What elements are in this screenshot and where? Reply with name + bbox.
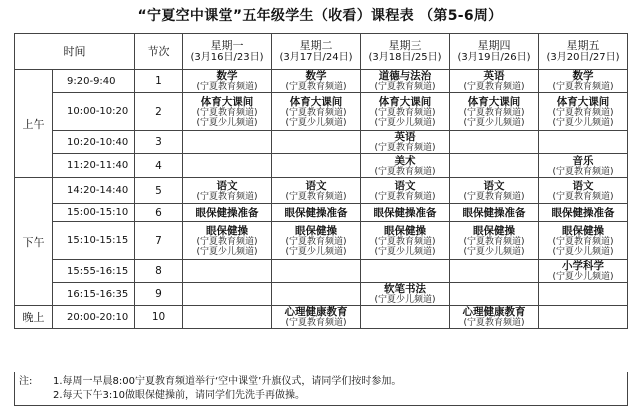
- course-cell: [272, 306, 361, 329]
- schedule-body: [15, 70, 628, 329]
- course-channel: (宁夏少儿频道): [552, 246, 614, 257]
- course-subject: 眼保健操: [295, 224, 337, 237]
- course-channel: (宁夏教育频道): [196, 191, 258, 202]
- course-cell: [539, 178, 628, 204]
- course-subject: 语文: [394, 179, 416, 192]
- course-channel: (宁夏教育频道): [463, 236, 525, 247]
- course-channel: (宁夏教育频道): [285, 318, 347, 328]
- course-cell: [272, 131, 361, 154]
- header-day: [539, 34, 628, 70]
- course-subject: 数学: [572, 70, 594, 82]
- day-dates: (3月17日/24日): [279, 52, 353, 63]
- course-cell: [450, 222, 539, 260]
- course-subject: 眼保健操: [473, 224, 515, 237]
- course-subject: 语文: [216, 179, 238, 192]
- course-subject: 心理健康教育: [462, 306, 526, 318]
- lesson-number: 5: [135, 178, 183, 204]
- time-cell: 15:55-16:15: [53, 260, 135, 283]
- course-channel: (宁夏教育频道): [552, 166, 614, 177]
- header-day: [183, 34, 272, 70]
- course-cell: [272, 222, 361, 260]
- day-name: 星期三: [388, 39, 422, 52]
- table-row: [15, 222, 628, 260]
- table-row: [15, 178, 628, 204]
- page-title: “宁夏空中课堂”五年级学生（收看）课程表 （第5-6周）: [137, 8, 503, 24]
- course-channel: (宁夏教育频道): [374, 143, 436, 153]
- course-subject: 体育大课间: [467, 95, 521, 108]
- lesson-number: 10: [135, 306, 183, 329]
- course-subject: 小学科学: [562, 260, 604, 272]
- day-name: 星期五: [566, 39, 600, 52]
- table-row: [15, 70, 628, 93]
- course-channel: (宁夏教育频道): [374, 107, 436, 118]
- time-cell: 10:20-10:40: [53, 131, 135, 154]
- period-label: 下午: [15, 178, 53, 306]
- course-channel: (宁夏少儿频道): [374, 295, 436, 305]
- course-cell: [183, 260, 272, 283]
- course-cell: [272, 283, 361, 306]
- course-channel: (宁夏教育频道): [552, 82, 614, 92]
- course-channel: (宁夏教育频道): [552, 191, 614, 202]
- header-day: [450, 34, 539, 70]
- course-cell: [183, 222, 272, 260]
- course-cell: [361, 178, 450, 204]
- course-cell: [183, 178, 272, 204]
- course-channel: (宁夏教育频道): [463, 191, 525, 202]
- table-row: [15, 283, 628, 306]
- course-cell: [450, 178, 539, 204]
- course-subject: 体育大课间: [556, 95, 610, 108]
- course-subject: 眼保健操准备: [284, 206, 348, 219]
- lesson-number: 3: [135, 131, 183, 154]
- course-channel: (宁夏教育频道): [196, 107, 258, 118]
- course-channel: (宁夏少儿频道): [285, 246, 347, 257]
- course-channel: (宁夏教育频道): [374, 191, 436, 202]
- course-subject: 语文: [483, 179, 505, 192]
- course-channel: (宁夏教育频道): [463, 318, 525, 328]
- course-cell: [539, 283, 628, 306]
- course-cell: [183, 283, 272, 306]
- time-cell: 11:20-11:40: [53, 154, 135, 178]
- course-channel: (宁夏教育频道): [552, 236, 614, 247]
- course-cell: [450, 70, 539, 93]
- course-cell: [272, 178, 361, 204]
- course-channel: (宁夏教育频道): [196, 82, 258, 92]
- course-cell: [183, 70, 272, 93]
- header-day: [272, 34, 361, 70]
- course-subject: 语文: [305, 179, 327, 192]
- course-channel: (宁夏少儿频道): [374, 117, 436, 128]
- course-channel: (宁夏少儿频道): [285, 117, 347, 128]
- course-subject: 音乐: [572, 154, 594, 167]
- course-cell: [539, 260, 628, 283]
- course-subject: 心理健康教育: [284, 306, 348, 318]
- header-day: [361, 34, 450, 70]
- course-cell: [272, 204, 361, 222]
- course-channel: (宁夏教育频道): [285, 82, 347, 92]
- course-channel: (宁夏少儿频道): [196, 117, 258, 128]
- course-subject: 眼保健操准备: [551, 206, 615, 219]
- note-line: 1.每周一早晨8:00宁夏教育频道举行‘空中课堂’升旗仪式，请同学们按时参加。: [53, 376, 402, 387]
- notes-label: 注:: [19, 376, 33, 387]
- course-channel: (宁夏教育频道): [285, 191, 347, 202]
- course-channel: (宁夏教育频道): [374, 82, 436, 92]
- lesson-number: 8: [135, 260, 183, 283]
- header-time: 时间: [15, 34, 135, 70]
- course-cell: [361, 93, 450, 131]
- course-subject: 美术: [394, 154, 416, 167]
- course-channel: (宁夏少儿频道): [552, 117, 614, 128]
- course-cell: [539, 131, 628, 154]
- lesson-number: 2: [135, 93, 183, 131]
- day-dates: (3月20日/27日): [546, 52, 620, 63]
- course-subject: 体育大课间: [378, 95, 432, 108]
- lesson-number: 1: [135, 70, 183, 93]
- day-name: 星期二: [299, 39, 333, 52]
- header-num: 节次: [135, 34, 183, 70]
- table-row: [15, 306, 628, 329]
- course-channel: (宁夏少儿频道): [374, 246, 436, 257]
- course-cell: [361, 131, 450, 154]
- course-cell: [539, 154, 628, 178]
- course-cell: [272, 70, 361, 93]
- course-cell: [361, 260, 450, 283]
- course-cell: [183, 93, 272, 131]
- course-channel: (宁夏少儿频道): [552, 272, 614, 282]
- course-cell: [361, 154, 450, 178]
- course-cell: [361, 283, 450, 306]
- course-cell: [361, 306, 450, 329]
- time-cell: 14:20-14:40: [53, 178, 135, 204]
- course-channel: (宁夏教育频道): [463, 82, 525, 92]
- course-cell: [183, 204, 272, 222]
- course-channel: (宁夏少儿频道): [196, 246, 258, 257]
- course-cell: [183, 306, 272, 329]
- course-cell: [539, 306, 628, 329]
- time-cell: 20:00-20:10: [53, 306, 135, 329]
- course-cell: [450, 283, 539, 306]
- notes-box: [14, 372, 628, 406]
- day-dates: (3月16日/23日): [190, 52, 264, 63]
- table-row: [15, 260, 628, 283]
- course-channel: (宁夏教育频道): [285, 107, 347, 118]
- lesson-number: 6: [135, 204, 183, 222]
- course-cell: [361, 222, 450, 260]
- course-subject: 眼保健操准备: [462, 206, 526, 219]
- course-channel: (宁夏教育频道): [374, 236, 436, 247]
- course-cell: [450, 154, 539, 178]
- lesson-number: 7: [135, 222, 183, 260]
- header-row: [15, 34, 628, 70]
- time-cell: 16:15-16:35: [53, 283, 135, 306]
- course-cell: [539, 93, 628, 131]
- day-name: 星期四: [477, 39, 511, 52]
- table-row: [15, 93, 628, 131]
- note-line: 2.每天下午3:10做眼保健操前，请同学们先洗手再做操。: [53, 390, 305, 401]
- course-cell: [539, 222, 628, 260]
- course-cell: [183, 154, 272, 178]
- course-cell: [272, 93, 361, 131]
- day-dates: (3月18日/25日): [368, 52, 442, 63]
- course-channel: (宁夏教育频道): [196, 236, 258, 247]
- course-channel: (宁夏少儿频道): [463, 246, 525, 257]
- course-cell: [450, 93, 539, 131]
- lesson-number: 9: [135, 283, 183, 306]
- table-row: [15, 154, 628, 178]
- course-channel: (宁夏少儿频道): [463, 117, 525, 128]
- course-subject: 眼保健操准备: [373, 206, 437, 219]
- time-cell: 10:00-10:20: [53, 93, 135, 131]
- schedule-table: [14, 33, 628, 329]
- course-cell: [183, 131, 272, 154]
- course-cell: [539, 204, 628, 222]
- course-subject: 眼保健操: [384, 224, 426, 237]
- schedule-table-wrap: [14, 33, 628, 329]
- time-cell: 9:20-9:40: [53, 70, 135, 93]
- course-cell: [450, 204, 539, 222]
- course-subject: 道德与法治: [378, 70, 432, 82]
- course-subject: 眼保健操: [562, 224, 604, 237]
- course-cell: [361, 204, 450, 222]
- course-subject: 眼保健操准备: [195, 206, 259, 219]
- course-channel: (宁夏教育频道): [552, 107, 614, 118]
- period-label: 晚上: [15, 306, 53, 329]
- course-subject: 数学: [216, 70, 238, 82]
- course-subject: 体育大课间: [289, 95, 343, 108]
- course-subject: 眼保健操: [206, 224, 248, 237]
- time-cell: 15:10-15:15: [53, 222, 135, 260]
- course-cell: [450, 306, 539, 329]
- table-row: [15, 131, 628, 154]
- lesson-number: 4: [135, 154, 183, 178]
- course-cell: [272, 154, 361, 178]
- course-channel: (宁夏教育频道): [374, 166, 436, 177]
- course-subject: 语文: [572, 179, 594, 192]
- course-subject: 英语: [394, 131, 416, 143]
- day-dates: (3月19日/26日): [457, 52, 531, 63]
- course-subject: 数学: [305, 70, 327, 82]
- course-cell: [450, 260, 539, 283]
- course-cell: [272, 260, 361, 283]
- course-subject: 体育大课间: [200, 95, 254, 108]
- time-cell: 15:00-15:10: [53, 204, 135, 222]
- day-name: 星期一: [210, 39, 244, 52]
- course-cell: [450, 131, 539, 154]
- course-subject: 英语: [483, 70, 505, 82]
- course-channel: (宁夏教育频道): [463, 107, 525, 118]
- course-cell: [361, 70, 450, 93]
- period-label: 上午: [15, 70, 53, 178]
- table-row: [15, 204, 628, 222]
- course-subject: 软笔书法: [384, 283, 426, 295]
- course-channel: (宁夏教育频道): [285, 236, 347, 247]
- course-cell: [539, 70, 628, 93]
